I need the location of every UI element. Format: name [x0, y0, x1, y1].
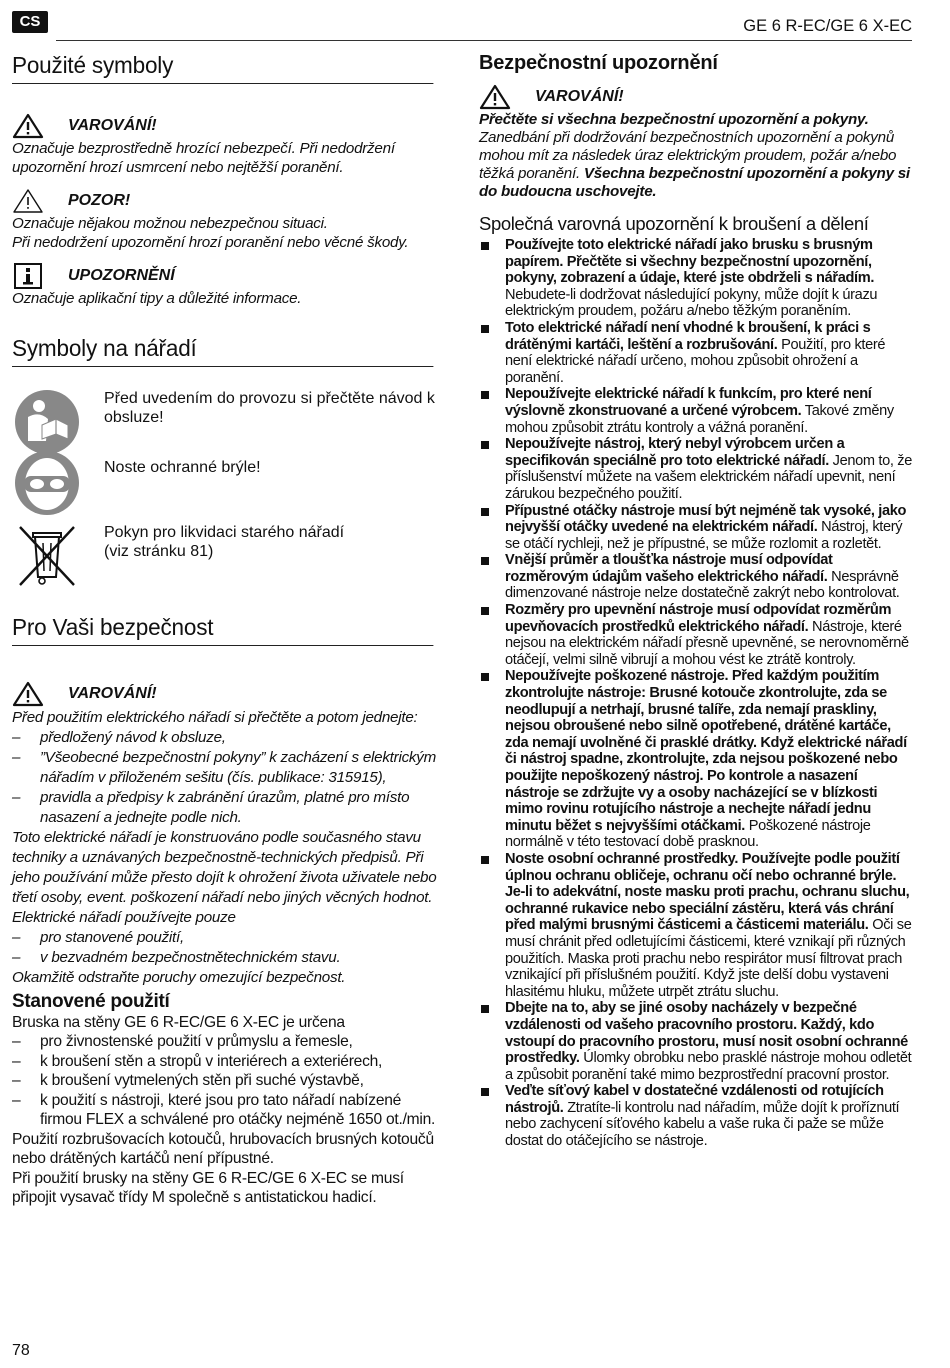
disposal-symbol-text-2: (viz stránku 81) — [104, 542, 214, 560]
bullet-bold-text: Noste osobní ochranné prostředky. Používejte podle použití úplnou ochranu obličeje, ochranu očí nebo ochranné brýle. Je-li to adekvátní, noste masku proti prachu, ochranu sluchu, ochranné rukavice nebo speciální zástěru, která vás chrání před malými brusnými částicemi a částicemi materiálu. — [505, 850, 910, 934]
caution-row — [12, 187, 442, 215]
warning-bold-1: Přečtěte si všechna bezpečnostní upozornění a pokyny. — [479, 111, 869, 128]
warning-bold-2: Všechna bezpečnostní upozornění a pokyny si do budoucna uschovejte. — [479, 165, 910, 200]
bullet-square-icon — [479, 552, 505, 602]
intended-item: – k broušení stěn a stropů v interiérech a exteriérech, — [12, 1052, 383, 1070]
bullet-square-icon — [479, 668, 505, 851]
note-label: UPOZORNĚNÍ — [68, 267, 175, 284]
safety-bullet — [479, 386, 915, 436]
safety-use-item: – v bezvadném bezpečnostnětechnickém stavu. — [12, 948, 341, 966]
bullet-square-icon — [479, 1083, 505, 1149]
document-title: GE 6 R-EC/GE 6 X-EC — [743, 17, 912, 35]
caution-text-1: Označuje nějakou možnou nebezpečnou situaci. — [12, 215, 328, 232]
bullet-text: Nebudete-li dodržovat následující pokyny, může dojít k úrazu elektrickým proudem, požáru a/nebo těžkým poraněním. — [505, 286, 878, 320]
safety-bullet — [479, 1083, 915, 1149]
safety-warning-label: VAROVÁNÍ! — [68, 684, 157, 702]
warning-row — [12, 112, 442, 140]
intended-paragraph-2: Při použití brusky na stěny GE 6 R-EC/GE 6 X-EC se musí připojit vysavač třídy M společně s antistatickou hadicí. — [12, 1169, 404, 1206]
header-rule — [56, 40, 912, 41]
intended-item: – k použití s nástroji, které jsou pro tato nářadí nabízené firmou FLEX a schválené pro otáčky nejméně 1650 ot./min. — [12, 1091, 436, 1128]
intended-intro: Bruska na stěny GE 6 R-EC/GE 6 X-EC je určena — [12, 1013, 345, 1031]
safety-intro: Před použitím elektrického nářadí si přečtěte a potom jednejte: — [12, 708, 418, 726]
warning-triangle-icon — [12, 681, 44, 707]
left-column — [12, 52, 442, 1208]
read-manual-icon — [12, 389, 82, 455]
safety-item: – pravidla a předpisy k zabránění úrazům, platné pro místo nasazení a jednejte podle nich. — [12, 788, 410, 826]
right-warning-row — [479, 83, 915, 111]
bullet-bold-text: Vnější průměr a tloušťka nástroje musí odpovídat rozměrovým údajům vašeho elektrického nářadí. — [505, 552, 833, 585]
caution-label: POZOR! — [68, 192, 131, 209]
safety-bullet — [479, 552, 915, 602]
safety-bullet — [479, 436, 915, 502]
safety-paragraph-1: Toto elektrické nářadí je konstruováno podle současného stavu techniky a uznávaných bezpečnostně-technických předpisů. Při jeho používání může přesto dojít k ohrožení života uživatele nebo třetí osoby, event. poškození nářadí nebo jiných věcných hodnot. — [12, 828, 437, 906]
safety-bullet — [479, 851, 915, 1000]
bullet-square-icon — [479, 320, 505, 386]
intended-paragraph-1: Použití rozbrušovacích kotoučů, hrubovacích brusných kotoučů nebo drátěných kartáčů není přípustné. — [12, 1130, 434, 1167]
bullet-square-icon — [479, 602, 505, 668]
bullet-text: Nástroje, které nejsou na elektrickém nářadí přesně upevněné, se nerovnoměrně otáčejí, velmi silně vibrují a mohou vést ke ztrátě kontroly. — [505, 618, 909, 668]
bullet-square-icon — [479, 1000, 505, 1083]
common-warnings-title: Společná varovná upozornění k broušení a dělení — [479, 213, 869, 234]
warning-triangle-icon — [12, 113, 44, 139]
goggles-symbol-text: Noste ochranné brýle! — [104, 458, 261, 476]
disposal-symbol-row — [12, 523, 442, 594]
safety-paragraph-3: Okamžitě odstraňte poruchy omezující bezpečnost. — [12, 968, 346, 986]
safety-item: – předložený návod k obsluze, — [12, 728, 226, 746]
intended-item: – k broušení vytmelených stěn při suché výstavbě, — [12, 1072, 364, 1089]
bullet-bold-text: Používejte toto elektrické nářadí jako brusku s brusným papírem. Přečtěte si všechny bezpečnostní upozornění, pokyny, zobrazení a údaje, které jste obdrželi s nářadím. — [505, 237, 875, 287]
bullet-bold-text: Dbejte na to, aby se jiné osoby nacházely v bezpečné vzdálenosti od vašeho pracovního prostoru. Každý, kdo vstoupí do pracovního prostoru, musí nosit osobní ochranné prostředky. — [505, 1000, 908, 1067]
bullet-bold-text: Veďte síťový kabel v dostatečné vzdálenosti od rotujících nástrojů. — [505, 1083, 884, 1116]
crossed-bin-icon — [12, 523, 82, 589]
bullet-square-icon — [479, 436, 505, 502]
bullet-bold-text: Nepoužívejte nástroj, který nebyl výrobcem určen a specifikován speciálně pro toto elektrické nářadí. — [505, 436, 845, 469]
bullet-text: Ztratíte-li kontrolu nad nářadím, může dojít k proříznutí nebo zachycení síťového kabelu a vaše ruka či paže se může dostat do otáčejícího se nástroje. — [505, 1099, 900, 1150]
safety-bullet — [479, 602, 915, 668]
bullet-text: Oči se musí chránit před odletujícími částicemi, které vznikají při různých použitích. Maska proti prachu nebo respirátor musí filtrovat prach vznikající při příslušném použití. Když jste delší dobu vystaveni hlasitému hluku, můžete utrpět ztrátu sluchu. — [505, 917, 912, 1000]
bullet-bold-text: Nepoužívejte elektrické nářadí k funkcím, pro které není výslovně zkonstruované a určené výrobcem. — [505, 386, 872, 419]
bullet-text: Jenom to, že příslušenství můžete na vašem elektrickém nářadí upevnit, není zárukou bezpečného použití. — [505, 452, 913, 502]
bullet-square-icon — [479, 386, 505, 436]
safety-title: Pro Vaši bezpečnost — [12, 614, 433, 646]
intended-use-title: Stanovené použití — [12, 990, 170, 1012]
note-text: Označuje aplikační tipy a důležité informace. — [12, 290, 302, 307]
safety-paragraph-2: Elektrické nářadí používejte pouze — [12, 908, 236, 926]
goggles-symbol-row — [12, 450, 442, 521]
bullet-text: Nástroj, který se otáčí rychleji, než je přípustné, se může rozlomit a rozletět. — [505, 519, 903, 552]
right-column — [479, 52, 915, 1150]
bullet-square-icon — [479, 237, 505, 320]
language-badge: CS — [12, 11, 48, 33]
bullet-text: Úlomky obrobku nebo prasklé nástroje mohou odletět a způsobit poranění také mimo bezprostřední pracovní prostor. — [505, 1050, 912, 1083]
safety-use-item: – pro stanovené použití, — [12, 928, 184, 946]
bullet-text: Takové změny mohou způsobit ztrátu kontroly a vážná poranění. — [505, 402, 894, 436]
warning-triangle-icon — [479, 84, 511, 110]
safety-item: – ”Všeobecné bezpečnostní pokyny” k zacházení s elektrickým nářadím v přiloženém sešitu (čís. publikace: 315915), — [12, 748, 437, 786]
bullet-bold-text: Nepoužívejte poškozené nástroje. Před každým použitím zkontrolujte nástroje: Brusné kotouče zkontrolujte, zda se neodlupují a netrhají, brusné talíře, zda nemají praskliny, nejsou obroušené nebo silně opotřebené, drátěné kartáče, zda nemají uvolněné či prasklé drátky. Když elektrické nářadí či nástroj spadne, zkontrolujte, zda nejsou poškozené nebo použijte nepoškozený nástroj. Po kontrole a nasazení nástroje se zdržujte vy a osoby nacházející se v blízkosti mimo rovinu rotujícího nástroje a nechejte nářadí jednu minutu běžet s nejvyššími otáčkami. — [505, 668, 907, 834]
bullet-text: Použití, pro které není elektrické nářadí určeno, mohou způsobit ohrožení a poranění. — [505, 336, 886, 386]
warning-text: Označuje bezprostředně hrozící nebezpečí. Při nedodržení upozornění hrozí usmrcení nebo nejtěžší poranění. — [12, 140, 395, 176]
safety-bullet — [479, 320, 915, 386]
right-warning-text — [479, 111, 915, 201]
bullet-list — [479, 237, 915, 1150]
warning-body: Zanedbání při dodržování bezpečnostních upozornění a pokynů mohou mít za následek úraz elektrickým proudem, požár a/nebo těžká poranění. — [479, 129, 897, 182]
goggles-icon — [12, 450, 82, 516]
safety-warning-row — [12, 680, 442, 708]
disposal-symbol-text-1: Pokyn pro likvidaci starého nářadí — [104, 523, 345, 541]
right-warning-label: VAROVÁNÍ! — [535, 88, 624, 105]
caution-text-2: Při nedodržení upozornění hrozí poranění nebo věcné škody. — [12, 233, 409, 251]
bullet-text: Nesprávně dimenzované nástroje nelze dostatečně zakrýt nebo kontrolovat. — [505, 568, 900, 602]
warning-label: VAROVÁNÍ! — [68, 117, 157, 134]
safety-bullet — [479, 668, 915, 851]
bullet-text: Poškozené nástroje normálně v této testovací době prasknou. — [505, 817, 871, 851]
manual-symbol-text: Před uvedením do provozu si přečtěte návod k obsluze! — [104, 389, 435, 426]
intended-item: – pro živnostenské použití v průmyslu a řemesle, — [12, 1033, 353, 1050]
bullet-square-icon — [479, 503, 505, 553]
info-icon — [12, 262, 44, 290]
caution-triangle-icon — [12, 188, 44, 214]
safety-bullet — [479, 503, 915, 553]
note-row — [12, 262, 442, 290]
safety-bullet — [479, 1000, 915, 1083]
bullet-bold-text: Rozměry pro upevnění nástroje musí odpovídat rozměrům upevňovacích prostředků elektrického nářadí. — [505, 602, 892, 635]
symbols-title: Použité symboly — [12, 52, 433, 84]
bullet-bold-text: Přípustné otáčky nástroje musí být nejméně tak vysoké, jako nejvyšší otáčky uvedené na elektrickém nářadí. — [505, 502, 907, 536]
safety-bullet — [479, 237, 915, 320]
safety-instructions-title: Bezpečnostní upozornění — [479, 52, 718, 74]
page-number: 78 — [12, 1342, 30, 1359]
bullet-square-icon — [479, 851, 505, 1000]
bullet-bold-text: Toto elektrické nářadí není vhodné k broušení, k práci s drátěnými kartáči, leštění a rozbrušování. — [505, 319, 871, 353]
tool-symbols-title: Symboly na nářadí — [12, 335, 433, 367]
